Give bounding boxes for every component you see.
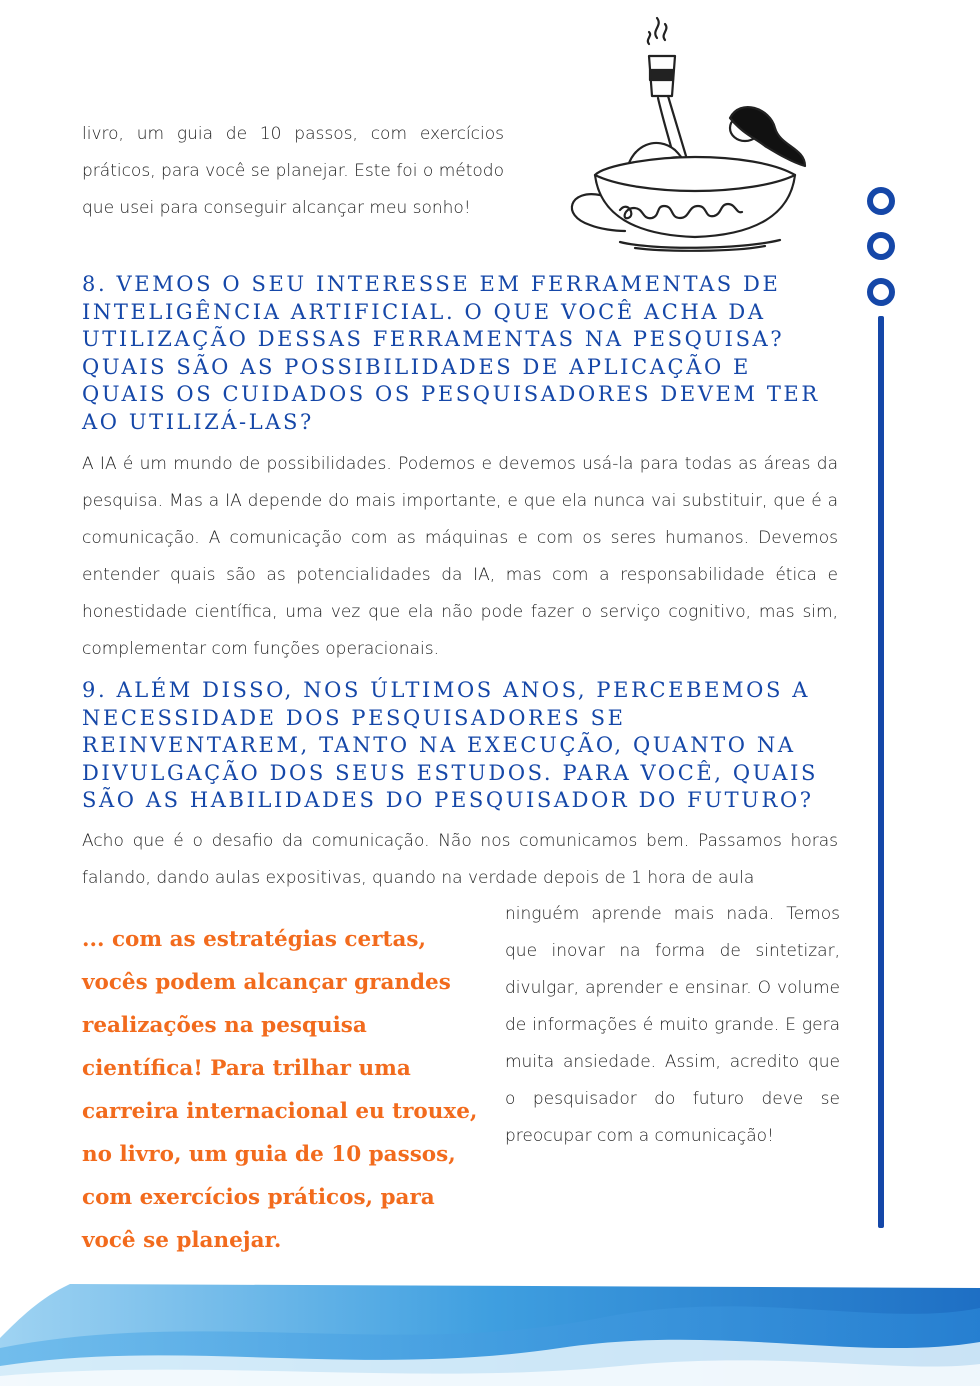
answer-9-lead: Acho que é o desafio da comunicação. Não nos comunicamos bem. Passamos horas falando, dando aulas expositivas, quando na verdade depois de 1 hora de aula bbox=[82, 831, 838, 888]
question-9-heading: 9. ALÉM DISSO, NOS ÚLTIMOS ANOS, PERCEBEMOS A NECESSIDADE DOS PESQUISADORES SE REINVENTAREM, TANTO NA EXECUÇÃO, QUANTO NA DIVULGAÇÃO DOS SEUS ESTUDOS. PARA VOCÊ, QUAIS SÃO AS HABILIDADES DO PESQUISADOR DO FUTURO? bbox=[82, 678, 818, 812]
answer-9-continued: ninguém aprende mais nada. Temos que inovar na forma de sintetizar, divulgar, aprender e ensinar. O volume de informações é muito grande. E gera muita ansiedade. Assim, acredito que o pesquisador do futuro deve se preocupar com a comunicação! bbox=[505, 904, 840, 1146]
intro-paragraph: livro, um guia de 10 passos, com exercícios práticos, para você se planejar. Este foi o método que usei para conseguir alcançar meu sonho! bbox=[82, 124, 504, 218]
ring-icon bbox=[867, 278, 895, 306]
answer-8-paragraph: A IA é um mundo de possibilidades. Podemos e devemos usá-la para todas as áreas da pesquisa. Mas a IA depende do mais importante, e que ela nunca vai substituir, que é a comunicação. A comunicação com as máquinas e com os seres humanos. Devemos entender quais são as potencialidades da IA, mas com a responsabilidade ética e honestidade científica, uma vez que ela não pode fazer o serviço cognitivo, mas sim, complementar com funções operacionais. bbox=[82, 454, 838, 659]
woman-in-coffee-cup-illustration bbox=[565, 10, 815, 255]
ring-icon bbox=[867, 187, 895, 215]
pull-quote: ... com as estratégias certas, vocês podem alcançar grandes realizações na pesquisa científica! Para trilhar uma carreira internacional eu trouxe, no livro, um guia de 10 passos, com exercícios práticos, para você se planejar. bbox=[82, 927, 478, 1253]
vertical-divider bbox=[878, 316, 884, 1228]
question-8-heading: 8. VEMOS O SEU INTERESSE EM FERRAMENTAS DE INTELIGÊNCIA ARTIFICIAL. O QUE VOCÊ ACHA DA UTILIZAÇÃO DESSAS FERRAMENTAS NA PESQUISA? QUAIS SÃO AS POSSIBILIDADES DE APLICAÇÃO E QUAIS OS CUIDADOS OS PESQUISADORES DEVEM TER AO UTILIZÁ-LAS? bbox=[82, 272, 820, 434]
blue-watercolor-waves bbox=[0, 1278, 980, 1386]
ring-icon bbox=[867, 232, 895, 260]
